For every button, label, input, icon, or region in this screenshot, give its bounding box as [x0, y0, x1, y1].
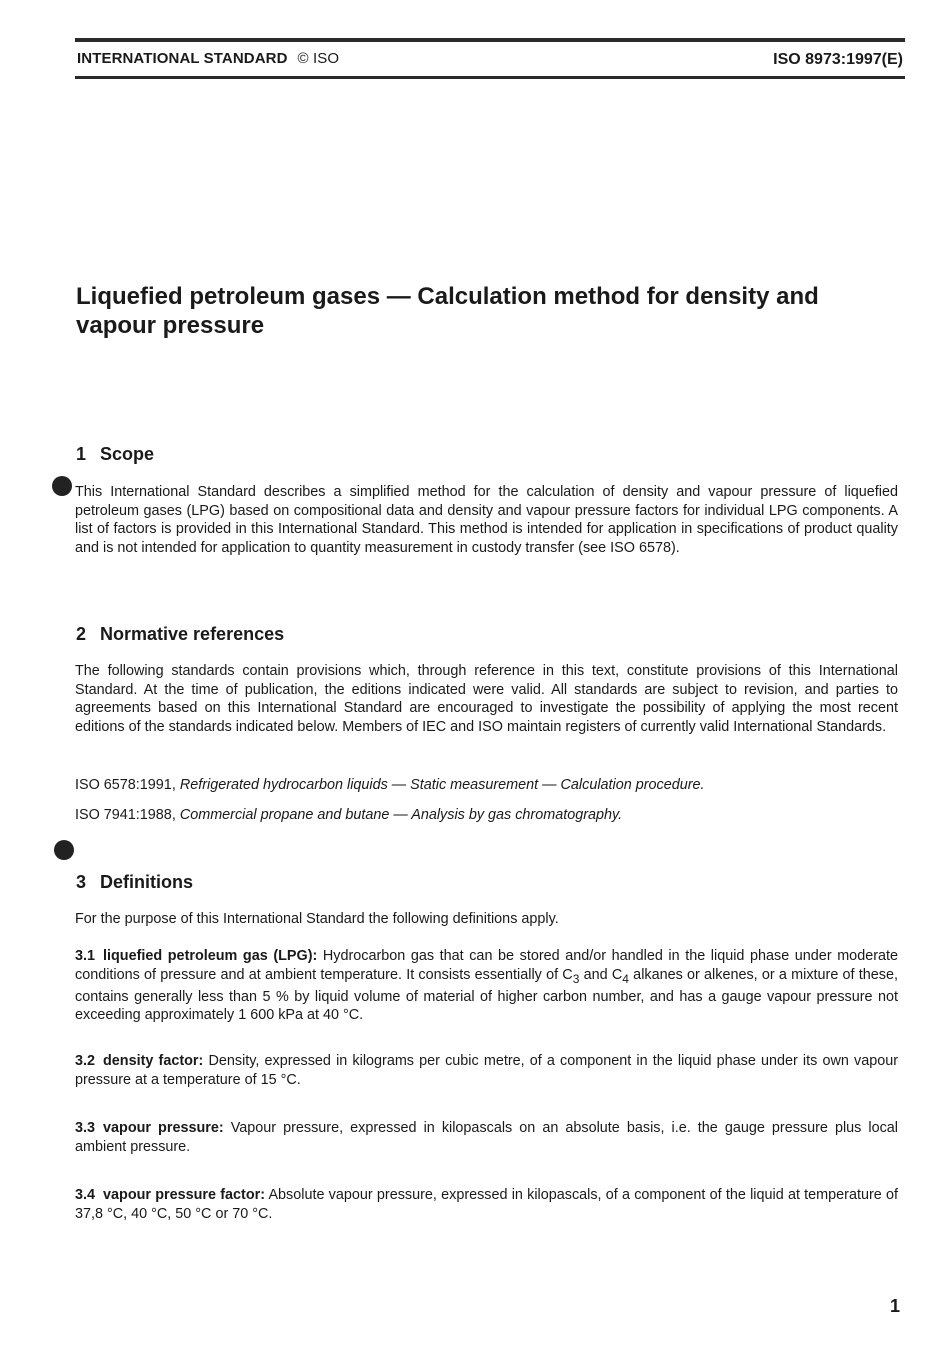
section-number: 2 [76, 624, 87, 644]
definition-number: 3.3 [75, 1120, 96, 1136]
section-number: 1 [76, 444, 87, 464]
normative-paragraph: The following standards contain provisions which, through reference in this text, constitute provisions of this International Standard. At the time of publication, the editions indicated were valid. All standards are subject to revision, and parties to agreements based on this International Standard are encouraged to investigate the possibility of applying the most recent editions of the standards indicated below. Members of IEC and ISO maintain registers of currently valid International Standards. [75, 663, 898, 735]
header-rule-top [75, 38, 905, 42]
reference-code: ISO 6578:1991, [75, 777, 176, 793]
section-heading-definitions [76, 872, 193, 893]
definition-term: vapour pressure factor: [103, 1187, 266, 1203]
header-rule-bottom [75, 76, 905, 79]
punch-hole-mark [52, 476, 72, 496]
page-number: 1 [889, 1296, 900, 1316]
punch-hole-mark [54, 840, 74, 860]
subscript-3: 3 [572, 971, 580, 986]
section-heading-scope [76, 444, 154, 465]
definition-term: density factor: [103, 1053, 204, 1069]
definition-text: Vapour pressure, expressed in kilopascals on an absolute basis, i.e. the gauge pressure plus local ambient pressure. [75, 1120, 898, 1155]
reference-item [75, 776, 705, 794]
reference-item [75, 806, 622, 824]
section-title: Normative references [100, 624, 285, 644]
scope-paragraph: This International Standard describes a simplified method for the calculation of density and vapour pressure of liquefied petroleum gases (LPG) based on compositional data and density and vapour pressure factors for individual LPG components. A list of factors is provided in this International Standard. This method is intended for application in specifications of product quality and is not intended for application to quantity measurement in custody transfer (see ISO 6578). [75, 484, 898, 556]
definition-term: liquefied petroleum gas (LPG): [103, 948, 318, 964]
header-document-id: ISO 8973:1997(E) [773, 51, 903, 68]
definition-text-part1: Hydrocarbon gas that can be stored and/or handled in the liquid phase under moderate conditions of pressure and at ambient temperature. It consists essentially of C [75, 948, 898, 983]
definition-number: 3.2 [75, 1053, 96, 1069]
reference-title: Refrigerated hydrocarbon liquids — Static measurement — Calculation procedure. [179, 777, 705, 793]
reference-code: ISO 7941:1988, [75, 807, 176, 823]
section-heading-normative-references [76, 624, 284, 645]
document-title: Liquefied petroleum gases — Calculation method for density and vapour pressure [76, 283, 819, 339]
definition-term: vapour pressure: [103, 1120, 224, 1136]
section-title: Definitions [100, 872, 194, 892]
definition-number: 3.4 [75, 1187, 96, 1203]
definition-number: 3.1 [75, 948, 96, 964]
section-number: 3 [76, 872, 87, 892]
definition-text-part3: alkanes or alkenes, or a mixture of these, contains generally less than 5 % by liquid volume of material of higher carbon number, and has a gauge vapour pressure not exceeding approximately 1 600 kPa at 40 °C. [75, 966, 898, 1024]
header-left [77, 50, 339, 67]
subscript-4: 4 [622, 971, 629, 986]
definition-density-factor [75, 1052, 898, 1089]
header-copyright: © ISO [297, 50, 340, 67]
definition-vapour-pressure [75, 1119, 898, 1156]
definition-text: Absolute vapour pressure, expressed in kilopascals, of a component of the liquid at temperature of 37,8 °C, 40 °C, 50 °C or 70 °C. [75, 1187, 898, 1222]
definition-lpg [75, 947, 898, 1025]
definition-vapour-pressure-factor [75, 1186, 898, 1223]
reference-title: Commercial propane and butane — Analysis by gas chromatography. [179, 807, 623, 823]
definition-text-part2: and C [579, 966, 623, 983]
header-standard-label: INTERNATIONAL STANDARD [77, 50, 288, 67]
definitions-intro: For the purpose of this International Standard the following definitions apply. [75, 911, 559, 927]
section-title: Scope [100, 444, 155, 464]
definition-text: Density, expressed in kilograms per cubic metre, of a component in the liquid phase under its own vapour pressure at a temperature of 15 °C. [75, 1053, 899, 1088]
